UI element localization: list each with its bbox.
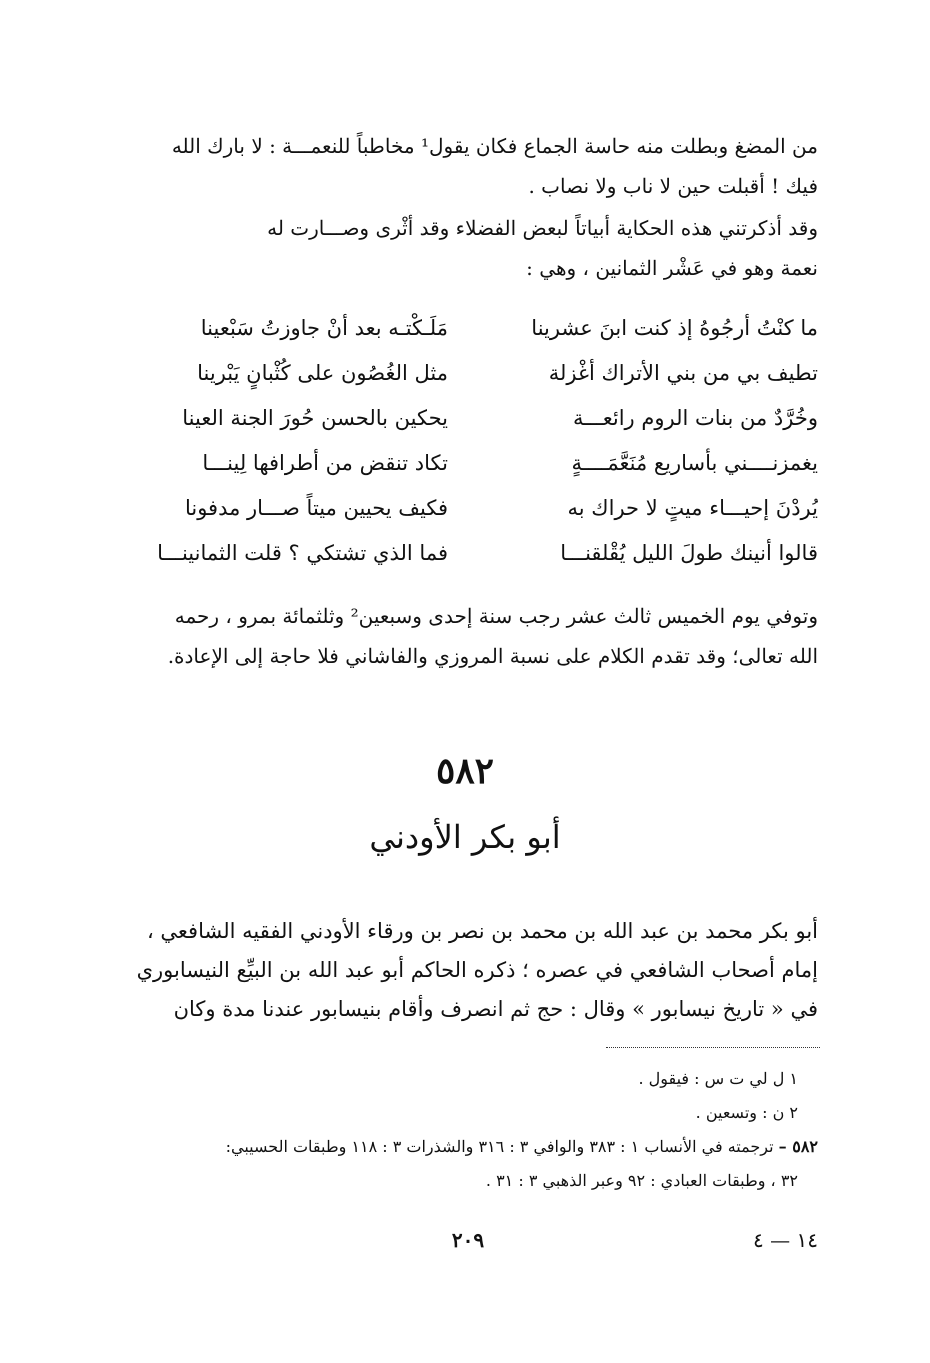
footnotes: [118, 1062, 818, 1198]
footnote: [118, 1096, 818, 1130]
paragraph-recall: [118, 208, 818, 288]
verse-first-hemistich: ما كنْتُ أرجُوهُ إذ كنت ابنَ عشرينا: [531, 316, 818, 340]
text-line: الله تعالى؛ وقد تقدم الكلام على نسبة المروزي والفاشاني فلا حاجة إلى الإعادة.: [167, 644, 818, 668]
footnote-entry-number: ٥٨٢ –: [778, 1137, 818, 1156]
verse-second-hemistich: فكيف يحيين ميتاً صـــار مدفونا: [184, 496, 448, 520]
footnote-divider: [606, 1047, 820, 1048]
paragraph-biography: [118, 912, 818, 1029]
signature-mark: ١٤ — ٤: [753, 1228, 818, 1252]
text-line: وتوفي يوم الخميس ثالث عشر رجب سنة إحدى وسبعين² وثلثمائة بمرو ، رحمه: [174, 604, 818, 628]
footnote: [118, 1062, 818, 1096]
footnote-text: ٣٢ ، وطبقات العبادي : ٩٢ وعبر الذهبي ٣ : ٣١ .: [485, 1171, 798, 1190]
poem-verse: [118, 351, 818, 396]
verse-second-hemistich: تكاد تنقض من أطرافها لِينـــا: [202, 451, 448, 475]
text-line: نعمة وهو في عَشْر الثمانين ، وهي :: [526, 256, 818, 280]
poem-verse: [118, 306, 818, 351]
poem-verse: [118, 486, 818, 531]
text-line: أبو بكر محمد بن عبد الله بن محمد بن نصر بن ورقاء الأودني الفقيه الشافعي ،: [146, 919, 818, 943]
text-line: في « تاريخ نيسابور » وقال : حج ثم انصرف وأقام بنيسابور عندنا مدة وكان: [173, 997, 818, 1021]
entry-heading: أبو بكر الأودني: [369, 818, 561, 856]
poem-verse: [118, 396, 818, 441]
entry-number: ٥٨٢: [435, 750, 494, 792]
verse-first-hemistich: تطيف بي من بني الأتراك أغْزلة: [548, 361, 818, 385]
verse-first-hemistich: يغمزنــــني بأساريع مُنَعَّمَــــةٍ: [571, 451, 818, 475]
text-line: وقد أذكرتني هذه الحكاية أبياتاً لبعض الفضلاء وقد أثْرى وصـــارت له: [267, 216, 818, 240]
paragraph-intro: [118, 126, 818, 206]
footnote: [118, 1130, 818, 1164]
verse-second-hemistich: مثل الغُصُون على كُثْبانٍ يَبْرينا: [197, 361, 448, 385]
paragraph-death: [118, 596, 818, 676]
text-line: من المضغ وبطلت منه حاسة الجماع فكان يقول¹ مخاطباً للنعمـــة : لا بارك الله: [171, 134, 818, 158]
footnote-text: ١ ل لي ت س : فيقول .: [638, 1069, 798, 1088]
poem-verse: [118, 441, 818, 486]
text-line: فيك ! أقبلت حين لا ناب ولا نصاب .: [528, 174, 818, 198]
verse-first-hemistich: قالوا أنينك طولَ الليل يُقْلقنـــا: [560, 541, 818, 565]
footnote-text: ٢ ن : وتسعين .: [695, 1103, 798, 1122]
page-number: ٢٠٩: [451, 1228, 485, 1252]
verse-first-hemistich: يُردْنَ إحيـــاء ميتٍ لا حراك به: [567, 496, 818, 520]
verse-second-hemistich: يحكين بالحسن حُورَ الجنة العينا: [182, 406, 448, 430]
text-line: إمام أصحاب الشافعي في عصره ؛ ذكره الحاكم أبو عبد الله بن البيِّع النيسابوري: [136, 958, 818, 982]
poem-verse: [118, 531, 818, 576]
poem: [118, 306, 818, 576]
verse-second-hemistich: مَلَـكْتـه بعد أنْ جاوزتُ سَبْعينا: [200, 316, 448, 340]
verse-first-hemistich: وخُرَّدٌ من بنات الروم رائعـــة: [573, 406, 818, 430]
page-footer: [118, 1228, 818, 1264]
verse-second-hemistich: فما الذي تشتكي ؟ قلت الثمانينـــا: [157, 541, 448, 565]
footnote: [118, 1164, 818, 1198]
footnote-text: ترجمته في الأنساب ١ : ٣٨٣ والوافي ٣ : ٣١٦ والشذرات ٣ : ١١٨ وطبقات الحسيبي:: [225, 1137, 779, 1156]
